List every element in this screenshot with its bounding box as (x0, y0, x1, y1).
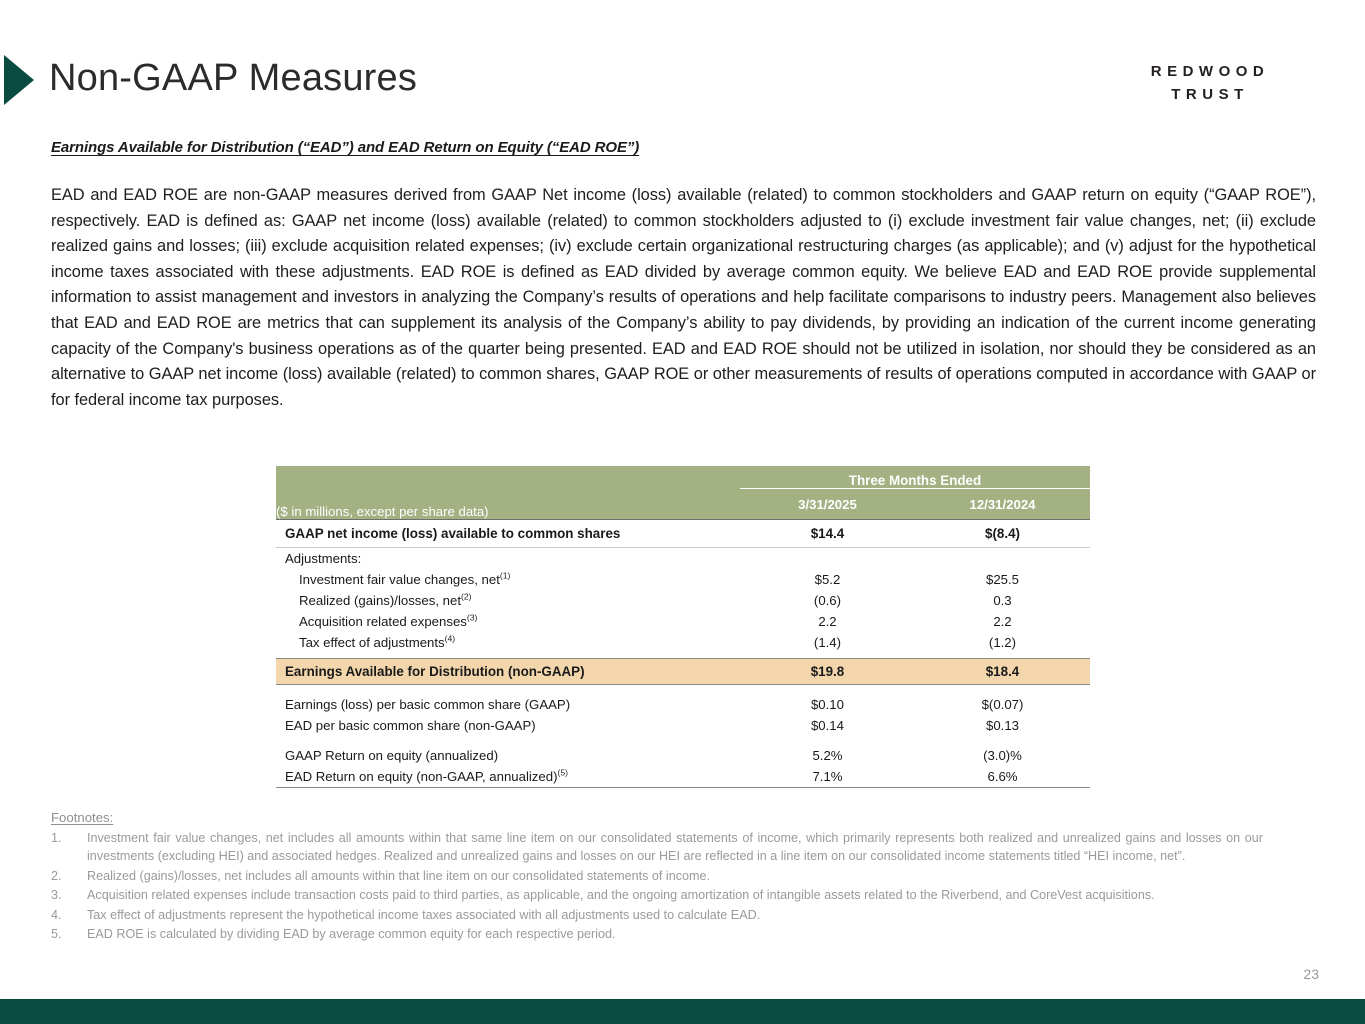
table-row (276, 715, 1090, 736)
row-label-ead-roe: EAD Return on equity (non-GAAP, annualized)$^{(5)}$ (276, 766, 740, 788)
footnote-number: 4. (51, 907, 62, 922)
footnote-number: 1. (51, 831, 62, 845)
footnote-ref-2: (2) (461, 591, 472, 602)
row-label-gaap-net-income: GAAP net income (loss) available to common shares (276, 520, 740, 548)
header-span-three-months-ended: Three Months Ended (740, 466, 1090, 489)
header-col-2: 12/31/2024 (915, 489, 1090, 520)
row-value-eps-gaap-q4-2024: $(0.07) (981, 697, 1024, 712)
row-value-gaap-roe-q4-2024: (3.0)% (983, 748, 1022, 763)
row-value-realized-q1-2025: (0.6) (813, 593, 842, 608)
footnote-item (51, 886, 1263, 904)
row-value-adjustments-q1-2025 (740, 548, 915, 570)
row-label-adjustments: Adjustments: (285, 551, 362, 566)
footnote-item (51, 829, 1263, 866)
table-header-row (276, 489, 1090, 520)
footnote-number: 5. (51, 927, 62, 942)
row-value-ifvc-q1-2025: $5.2 (814, 572, 841, 587)
table-row-highlighted-ead (276, 659, 1090, 685)
footnote-item (51, 925, 1263, 943)
row-value-tax-effect-q1-2025: (1.4) (813, 635, 842, 650)
row-label-tax-effect-of-adjustments: Tax effect of adjustments$^{(4)}$ (299, 633, 456, 650)
triangle-accent-icon (4, 55, 34, 105)
footnote-item (51, 906, 1263, 924)
row-value-ead-per-share-q4-2024: $0.13 (985, 718, 1019, 733)
table-row (276, 590, 1090, 611)
table-row (276, 694, 1090, 715)
row-value-gaap-net-income-q1-2025: $14.4 (740, 520, 915, 548)
footnote-text: Realized (gains)/losses, net includes all amounts within that line item on our consolidated statements of income. (87, 868, 711, 883)
body-paragraph: EAD and EAD ROE are non-GAAP measures derived from GAAP Net income (loss) available (related) to common stockholders and GAAP return on equity (“GAAP ROE”), respectively. EAD is defined as: GAAP net income (loss) available (related) to common stockholders adjusted to (i) exclude investment fair value changes, net; (ii) exclude realized gains and losses; (iii) exclude acquisition related expenses; (iv) exclude certain organizational restructuring charges (as applicable); and (v) adjust for the hypothetical income taxes associated with these adjustments. EAD ROE is defined as EAD divided by average common equity. We believe EAD and EAD ROE provide supplemental information to assist management and investors in analyzing the Company’s results of operations and help facilitate comparisons to industry peers. Management also believes that EAD and EAD ROE are metrics that can supplement its analysis of the Company’s ability to pay dividends, by providing an indication of the current income generating capacity of the Company's business operations as of the quarter being presented. EAD and EAD ROE should not be utilized in isolation, nor should they be considered as an alternative to GAAP net income (loss) available (related) to common shares, GAAP ROE or other measurements of results of operations computed in accordance with GAAP or for federal income tax purposes. (51, 186, 1316, 409)
row-value-ifvc-q4-2024: $25.5 (985, 572, 1019, 587)
table-spacer (276, 685, 1090, 695)
footnote-text: Acquisition related expenses include transaction costs paid to third parties, as applicable, and the ongoing amortization of intangible assets related to the Riverbend, and CoreVest acquisitions. (87, 888, 1155, 903)
row-value-acquisition-q1-2025: 2.2 (818, 614, 837, 629)
row-label-ead-per-share: EAD per basic common share (non-GAAP) (285, 718, 536, 733)
section-subheading: Earnings Available for Distribution (“EAD”) and EAD Return on Equity (“EAD ROE”) (51, 139, 640, 156)
footnote-text: Investment fair value changes, net includes all amounts within that same line item on our consolidated statements of income, which primarily represents both realized and unrealized gains and losses on our investments (excluding HEI) and associated hedges. Realized and unrealized gains and losses on our HEI are reflected in a line item on our consolidated income statements titled “HEI income, net”. (87, 831, 1263, 864)
header-col-1: 3/31/2025 (740, 489, 915, 520)
page-number: 23 (1303, 966, 1319, 982)
footer-bar (0, 999, 1365, 1024)
row-label-acquisition-related-expenses: Acquisition related expenses$^{(3)}$ (299, 612, 478, 629)
table-row (276, 632, 1090, 653)
table-row (276, 745, 1090, 766)
footnote-text: Tax effect of adjustments represent the hypothetical income taxes associated with all adjustments used to calculate EAD. (87, 907, 761, 922)
table-header-span-row (276, 466, 1090, 489)
footnote-text: EAD ROE is calculated by dividing EAD by average common equity for each respective period. (87, 927, 616, 942)
brand-logo (1100, 60, 1320, 107)
row-value-realized-q4-2024: 0.3 (993, 593, 1012, 608)
table-row (276, 611, 1090, 632)
row-label-earnings-available-for-distribution: Earnings Available for Distribution (non-GAAP) (276, 659, 740, 685)
footnotes-list (51, 829, 1263, 943)
footnote-ref-1: (1) (499, 570, 511, 581)
row-value-ead-per-share-q1-2025: $0.14 (810, 718, 844, 733)
footnote-ref-5: (5) (557, 767, 568, 778)
footnotes-section (51, 810, 1263, 944)
table-row (276, 548, 1090, 570)
table-row (276, 520, 1090, 548)
table-row (276, 766, 1090, 788)
row-value-ead-roe-q4-2024: 6.6% (915, 766, 1090, 788)
brand-line-2: TRUST (1171, 86, 1249, 104)
footnotes-title: Footnotes: (51, 810, 114, 825)
row-value-adjustments-q4-2024 (915, 548, 1090, 570)
slide-header (0, 0, 1365, 130)
row-value-acquisition-q4-2024: 2.2 (993, 614, 1012, 629)
table-row (276, 569, 1090, 590)
page-title: Non-GAAP Measures (49, 57, 418, 99)
footnote-item (51, 867, 1263, 885)
row-label-gaap-roe: GAAP Return on equity (annualized) (285, 748, 499, 763)
table-spacer (276, 736, 1090, 745)
header-blank-cell (276, 466, 740, 489)
footnote-number: 3. (51, 888, 62, 903)
footnote-ref-4: (4) (444, 633, 456, 644)
row-value-gaap-roe-q1-2025: 5.2% (812, 748, 843, 763)
footnote-ref-3: (3) (466, 612, 478, 623)
row-value-gaap-net-income-q4-2024: $(8.4) (915, 520, 1090, 548)
row-value-ead-roe-q1-2025: 7.1% (740, 766, 915, 788)
brand-line-1: REDWOOD (1150, 63, 1270, 80)
row-value-tax-effect-q4-2024: (1.2) (988, 635, 1017, 650)
row-label-eps-gaap: Earnings (loss) per basic common share (GAAP) (285, 697, 571, 712)
footnote-number: 2. (51, 868, 62, 883)
row-value-ead-q1-2025: $19.8 (740, 659, 915, 685)
row-value-eps-gaap-q1-2025: $0.10 (810, 697, 844, 712)
ead-reconciliation-table (276, 466, 1090, 788)
row-label-realized-gains-losses: Realized (gains)/losses, net$^{(2)}$ (299, 591, 472, 608)
row-label-investment-fair-value-changes: Investment fair value changes, net$^{(1)}$ (299, 570, 511, 587)
header-units-note: ($ in millions, except per share data) (276, 489, 740, 520)
row-value-ead-q4-2024: $18.4 (915, 659, 1090, 685)
